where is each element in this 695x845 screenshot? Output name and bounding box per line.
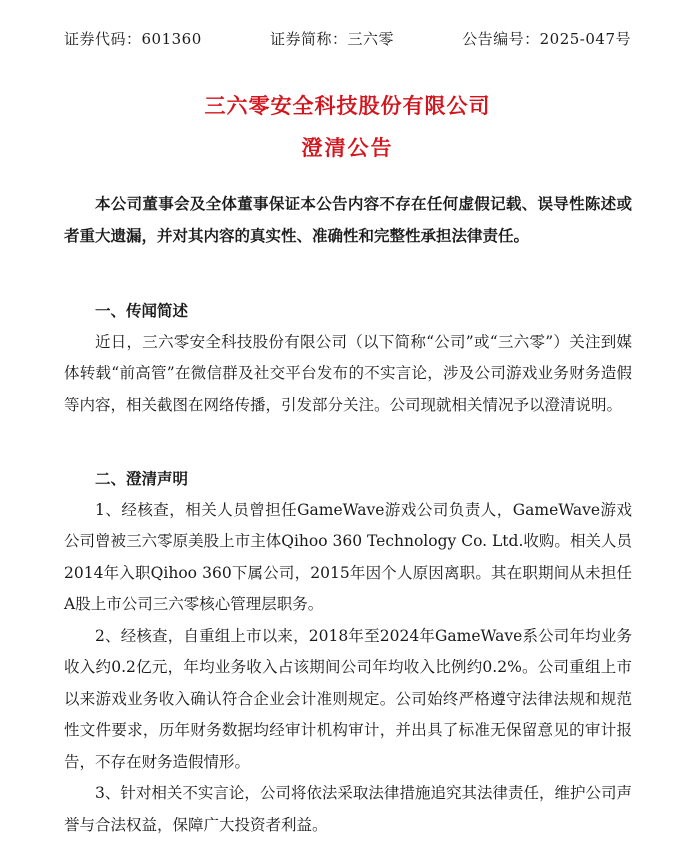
section1-paragraph: 近日，三六零安全科技股份有限公司（以下简称“公司”或“三六零”）关注到媒体转载“前高管”在微信群及社交平台发布的不实言论，涉及公司游戏业务财务造假等内容，相关截图在网络传播，引发部分关注。公司现就相关情况予以澄清说明。 [64, 332, 632, 414]
stock-code: 证券代码：601360 [64, 30, 202, 48]
company-title: 三六零安全科技股份有限公司 [204, 93, 491, 118]
document-title: 澄清公告 [301, 135, 394, 160]
section2-heading: 二、澄清声明 [95, 469, 189, 488]
stock-short-name: 证券简称：三六零 [269, 30, 394, 48]
clarification-item-3: 3、针对相关不实言论，公司将依法采取法律措施追究其法律责任，维护公司声誉与合法权益，保障广大投资者利益。 [64, 784, 632, 834]
board-statement: 本公司董事会及全体董事保证本公告内容不存在任何虚假记载、误导性陈述或者重大遗漏，并对其内容的真实性、准确性和完整性承担法律责任。 [64, 194, 632, 245]
clarification-item-1: 1、经核查，相关人员曾担任GameWave游戏公司负责人，GameWave游戏公司曾被三六零原美股上市主体Qihoo 360 Technology Co. Ltd.收购。相关人员2014年入职Qihoo 360下属公司，2015年因个人原因离职。其在职期间从未担任A股上市公司三六零核心管理层职务。 [64, 500, 632, 613]
clarification-item-2: 2、经核查，自重组上市以来，2018年至2024年GameWave系公司年均业务收入约0.2亿元，年均业务收入占该期间公司年均收入比例约0.2%。公司重组上市以来游戏业务收入确认符合企业会计准则规定。公司始终严格遵守法律法规和规范性文件要求，历年财务数据均经审计机构审计，并出具了标准无保留意见的审计报告，不存在财务造假情形。 [64, 626, 632, 771]
section1-heading: 一、传闻简述 [95, 301, 189, 320]
announcement-number: 公告编号：2025-047号 [462, 30, 631, 48]
document-body [64, 188, 632, 841]
document-header [64, 28, 631, 49]
